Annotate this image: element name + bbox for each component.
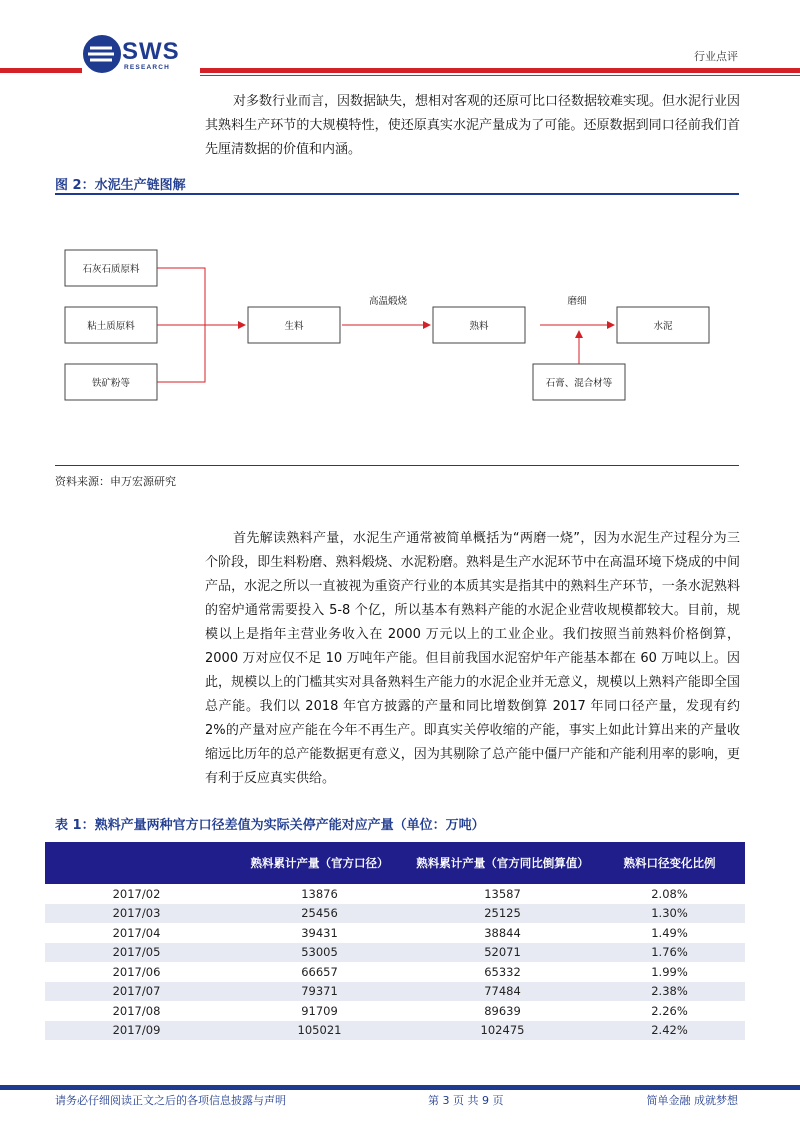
table-cell: 89639 bbox=[484, 1003, 521, 1018]
table-row bbox=[45, 943, 745, 963]
logo-subtitle: RESEARCH bbox=[124, 64, 171, 71]
table-cell: 2.26% bbox=[651, 1003, 688, 1018]
figure-top-rule bbox=[55, 193, 739, 195]
table-header-row bbox=[45, 842, 745, 884]
table-cell: 39431 bbox=[301, 925, 338, 940]
sws-logo-icon bbox=[82, 34, 122, 74]
table-row bbox=[45, 923, 745, 943]
figure-bottom-rule bbox=[55, 465, 739, 466]
table-title: 表 1：熟料产量两种官方口径差值为实际关停产能对应产量（单位：万吨） bbox=[55, 818, 485, 833]
cement-production-diagram bbox=[55, 200, 739, 460]
table-cell: 2017/05 bbox=[45, 943, 228, 963]
section-tag: 行业点评 bbox=[694, 50, 738, 63]
table-cell: 2017/04 bbox=[112, 925, 161, 940]
table-cell: 2017/06 bbox=[112, 964, 161, 979]
table-cell: 2017/08 bbox=[112, 1003, 161, 1018]
table-header-cell: 熟料累计产量（官方口径） bbox=[228, 842, 411, 884]
table-cell: 13876 bbox=[301, 886, 338, 901]
label-grind: 磨细 bbox=[567, 296, 587, 307]
table-cell: 1.49% bbox=[651, 925, 688, 940]
label-clinker: 熟料 bbox=[469, 321, 489, 332]
label-gypsum: 石膏、混合材等 bbox=[545, 378, 613, 389]
table-cell: 52071 bbox=[411, 943, 594, 963]
label-clay: 粘土质原料 bbox=[87, 321, 135, 332]
table-cell: 66657 bbox=[301, 964, 338, 979]
clinker-output-table bbox=[45, 842, 745, 1040]
table-cell: 53005 bbox=[228, 943, 411, 963]
table-cell: 2017/03 bbox=[45, 904, 228, 924]
table-cell: 79371 bbox=[228, 982, 411, 1002]
table-header-cell: 熟料累计产量（官方同比倒算值） bbox=[411, 842, 594, 884]
table-cell: 2.08% bbox=[651, 886, 688, 901]
table-row bbox=[45, 982, 745, 1002]
label-iron: 铁矿粉等 bbox=[91, 378, 131, 389]
table-cell: 2.38% bbox=[594, 982, 745, 1002]
table-cell: 105021 bbox=[228, 1021, 411, 1041]
label-calcine: 高温煅烧 bbox=[368, 296, 408, 307]
table-header-cell: 熟料口径变化比例 bbox=[594, 842, 745, 884]
table-cell: 102475 bbox=[411, 1021, 594, 1041]
footer-disclaimer: 请务必仔细阅读正文之后的各项信息披露与声明 bbox=[55, 1094, 286, 1107]
intro-paragraph: 对多数行业而言，因数据缺失，想相对客观的还原可比口径数据较难实现。但水泥行业因其熟料生产环节的大规模特性，使还原真实水泥产量成为了可能。还原数据到同口径前我们首先厘清数据的价值和内涵。 bbox=[205, 94, 741, 157]
page-number: 第 3 页 共 9 页 bbox=[428, 1094, 504, 1107]
edge-iron bbox=[157, 325, 205, 382]
table-cell: 2017/09 bbox=[45, 1021, 228, 1041]
table-header-cell bbox=[45, 842, 228, 884]
table-cell: 25125 bbox=[411, 904, 594, 924]
table-cell: 1.30% bbox=[594, 904, 745, 924]
figure-source: 资料来源：申万宏源研究 bbox=[55, 475, 176, 488]
table-row bbox=[45, 1001, 745, 1021]
table-cell: 2017/02 bbox=[112, 886, 161, 901]
table-row bbox=[45, 884, 745, 904]
table-row bbox=[45, 1021, 745, 1041]
table-cell: 25456 bbox=[228, 904, 411, 924]
footer-slogan: 简单金融 成就梦想 bbox=[646, 1094, 738, 1107]
table-row bbox=[45, 904, 745, 924]
label-cement: 水泥 bbox=[653, 321, 673, 332]
table-cell: 13587 bbox=[484, 886, 521, 901]
table-cell: 1.99% bbox=[651, 964, 688, 979]
figure-title: 图 2：水泥生产链图解 bbox=[55, 178, 186, 193]
footer-rule bbox=[0, 1085, 800, 1090]
edge-limestone bbox=[157, 268, 205, 325]
label-limestone: 石灰石质原料 bbox=[82, 264, 140, 275]
header-thin-rule bbox=[200, 75, 800, 76]
table-cell: 1.76% bbox=[594, 943, 745, 963]
table-cell: 65332 bbox=[484, 964, 521, 979]
table-cell: 2.42% bbox=[594, 1021, 745, 1041]
table-cell: 38844 bbox=[484, 925, 521, 940]
logo-wordmark: SWS bbox=[122, 38, 180, 65]
table-row bbox=[45, 962, 745, 982]
table-cell: 2017/07 bbox=[45, 982, 228, 1002]
analysis-paragraph: 首先解读熟料产量，水泥生产通常被简单概括为“两磨一烧”，因为水泥生产过程分为三个阶段，即生料粉磨、熟料煅烧、水泥粉磨。熟料是生产水泥环节中在高温环境下烧成的中间产品，水泥之所以一直被视为重资产行业的本质其实是指其中的熟料生产环节，一条水泥熟料的窑炉通常需要投入 5-8 个亿，所以基本有熟料产能的水泥企业营收规模都较大。目前，规模以上是指年主营业务收入在 2000 万元以上的工业企业。我们按照当前熟料价格倒算，2000 万对应仅不足 10 万吨年产能。但目前我国水泥窑炉年产能基本都在 60 万吨以上。因此，规模以上的门槛其实对具备熟料生产能力的水泥企业并无意义，规模以上熟料产能即全国总产能。我们以 2018 年官方披露的产量和同比增数倒算 2017 年同口径产量，发现有约 2%的产量对应产能在今年不再生产。即真实关停收缩的产能，事实上如此计算出来的产量收缩远比历年的总产能数据更有意义，因为其剔除了总产能中僵尸产能和产能利用率的影响，更有利于反应真实供给。 bbox=[205, 531, 740, 786]
table-cell: 77484 bbox=[411, 982, 594, 1002]
label-raw: 生料 bbox=[284, 321, 304, 332]
table-cell: 91709 bbox=[301, 1003, 338, 1018]
